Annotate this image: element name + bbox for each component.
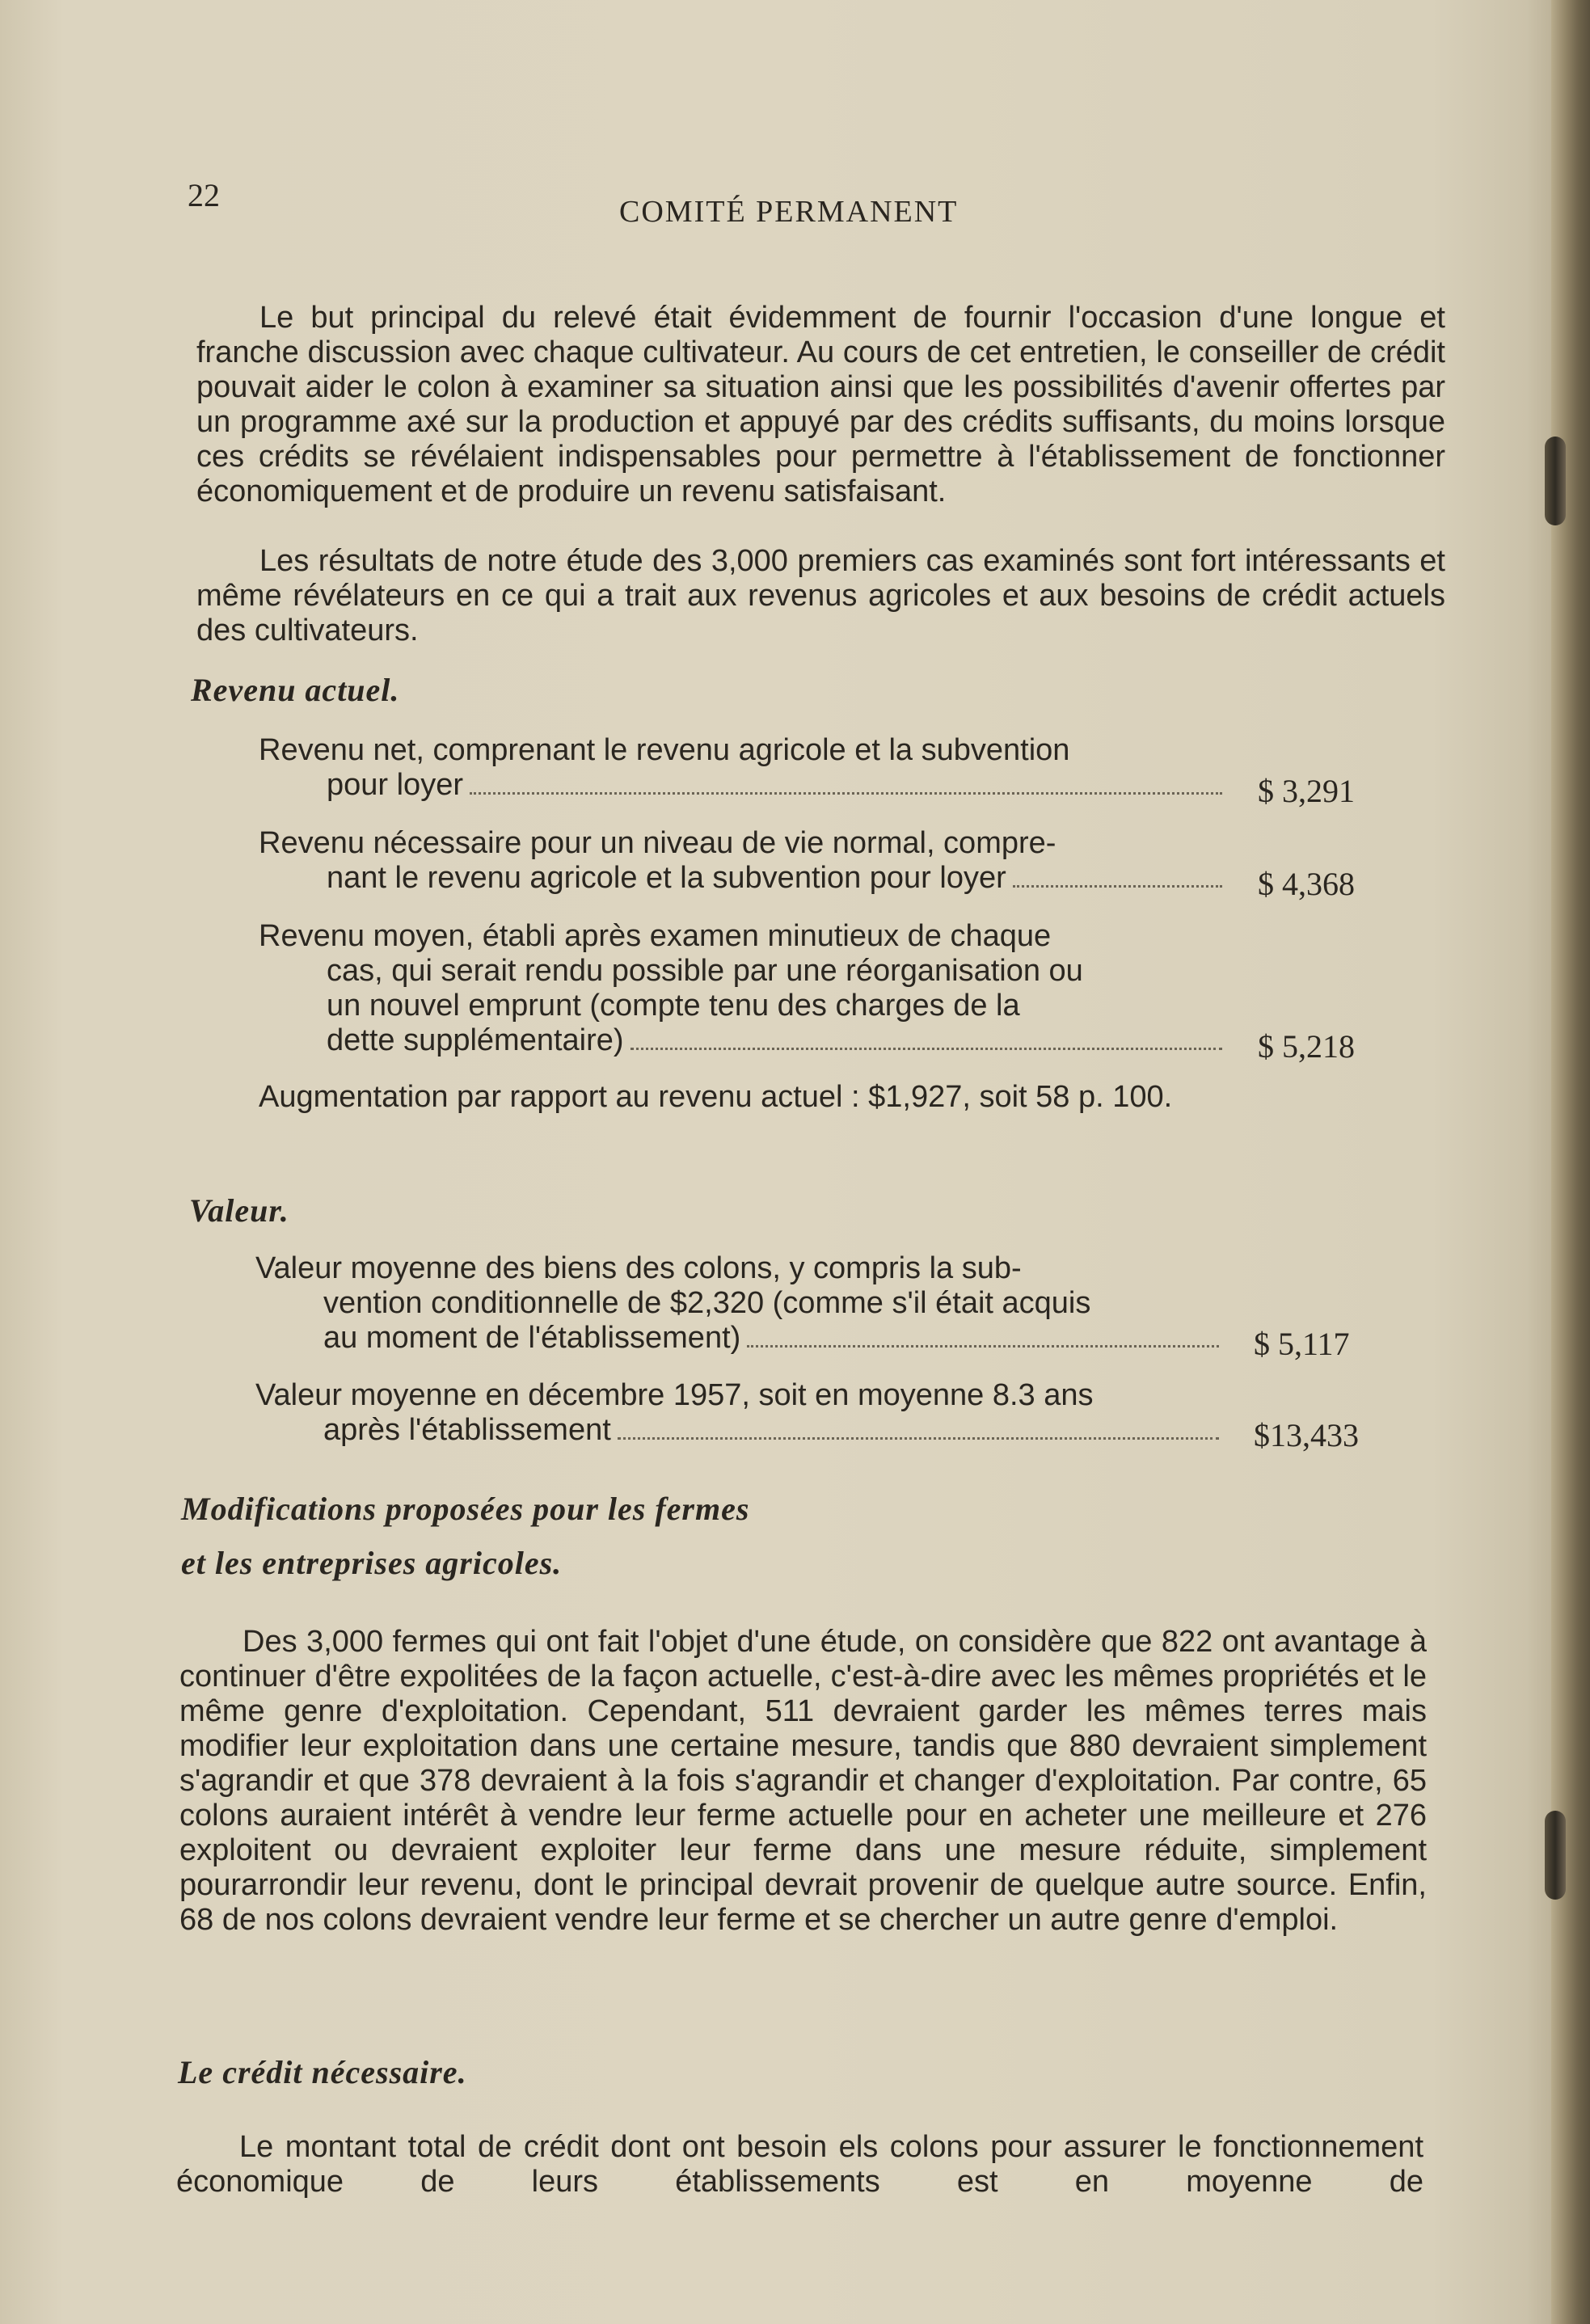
section-heading-revenu: Revenu actuel.	[191, 672, 400, 708]
revenu-item-net-line-2	[259, 768, 1229, 803]
dot-leader	[618, 1437, 1219, 1440]
revenu-item-moyen-line-2: cas, qui serait rendu possible par une réorganisation ou	[327, 954, 1083, 988]
credit-paragraph: Le montant total de crédit dont ont besoin els colons pour assurer le fonctionnement économique de leurs établissements est en moyenne de	[176, 2130, 1423, 2199]
section-heading-credit: Le crédit nécessaire.	[178, 2054, 467, 2090]
valeur-item-decembre-label: après l'établissement	[323, 1413, 611, 1447]
revenu-necessaire-amount: $ 4,368	[1258, 866, 1355, 902]
dot-leader	[631, 1048, 1222, 1050]
page-number: 22	[188, 177, 220, 213]
revenu-item-moyen	[259, 919, 1229, 1058]
dot-leader	[1013, 885, 1222, 888]
revenu-item-necessaire	[259, 826, 1229, 896]
revenu-item-net	[259, 733, 1229, 803]
valeur-item-decembre-line-1: Valeur moyenne en décembre 1957, soit en moyenne 8.3 ans	[255, 1378, 1094, 1412]
valeur-item-biens-label: au moment de l'établissement)	[323, 1321, 741, 1355]
revenu-item-net-line-1: Revenu net, comprenant le revenu agricole et la subvention	[259, 733, 1070, 767]
revenu-item-necessaire-line-2	[259, 861, 1229, 896]
valeur-biens-amount: $ 5,117	[1254, 1326, 1350, 1362]
valeur-item-decembre-line-2	[255, 1413, 1225, 1448]
section-heading-modifications-2: et les entreprises agricoles.	[181, 1545, 563, 1581]
dot-leader	[747, 1345, 1219, 1348]
binding-clip-top	[1545, 437, 1566, 525]
valeur-item-biens	[255, 1251, 1225, 1356]
revenu-net-amount: $ 3,291	[1258, 773, 1355, 809]
intro-paragraph-2: Les résultats de notre étude des 3,000 premiers cas examinés sont fort intéressants et même révélateurs en ce qui a trait aux revenus agricoles et aux besoins de crédit actuels des cultivateurs.	[196, 544, 1445, 647]
valeur-item-biens-line-1: Valeur moyenne des biens des colons, y compris la sub-	[255, 1251, 1022, 1285]
revenu-item-moyen-line-3: un nouvel emprunt (compte tenu des charges de la	[327, 989, 1020, 1023]
dot-leader	[470, 792, 1222, 795]
running-head: COMITÉ PERMANENT	[619, 195, 959, 229]
revenu-item-necessaire-line-1: Revenu nécessaire pour un niveau de vie normal, compre-	[259, 826, 1056, 860]
revenu-item-moyen-line-4	[259, 1023, 1229, 1058]
revenu-item-moyen-line-1: Revenu moyen, établi après examen minutieux de chaque	[259, 919, 1052, 953]
revenu-item-necessaire-label: nant le revenu agricole et la subvention pour loyer	[327, 861, 1006, 895]
revenu-moyen-amount: $ 5,218	[1258, 1028, 1355, 1065]
modifications-paragraph: Des 3,000 fermes qui ont fait l'objet d'une étude, on considère que 822 ont avantage à continuer d'être expolitées de la façon actuelle, c'est-à-dire avec les mêmes propriétés et le même genre d'exploitation. Cependant, 511 devraient garder les mêmes terres mais modifier leur exploitation dans une certaine mesure, tandis que 880 devraient simplement s'agrandir et que 378 devraient à la fois s'agrandir et changer d'exploitation. Par contre, 65 colons auraient intérêt à vendre leur ferme actuelle pour en acheter une meilleure et 276 exploitent ou devraient exploiter leur ferme dans une mesure réduite, simplement pourarrondir leur revenu, dont le principal devrait provenir de quelque autre source. Enfin, 68 de nos colons devraient vendre leur ferme et se chercher un autre genre d'emploi.	[179, 1625, 1427, 1937]
valeur-decembre-amount: $13,433	[1254, 1417, 1359, 1453]
revenu-augmentation: Augmentation par rapport au revenu actuel : $1,927, soit 58 p. 100.	[259, 1080, 1173, 1114]
binding-clip-bottom	[1545, 1811, 1566, 1900]
valeur-item-biens-line-2: vention conditionnelle de $2,320 (comme s'il était acquis	[323, 1286, 1091, 1320]
valeur-item-decembre	[255, 1378, 1225, 1448]
binding-edge	[1551, 0, 1590, 2324]
valeur-item-biens-line-3	[255, 1321, 1225, 1356]
section-heading-modifications-1: Modifications proposées pour les fermes	[181, 1491, 750, 1527]
revenu-item-net-label: pour loyer	[327, 768, 463, 802]
revenu-item-moyen-label: dette supplémentaire)	[327, 1023, 624, 1057]
section-heading-valeur: Valeur.	[189, 1192, 289, 1229]
intro-paragraph-1: Le but principal du relevé était évidemment de fournir l'occasion d'une longue et franche discussion avec chaque cultivateur. Au cours de cet entretien, le conseiller de crédit pouvait aider le colon à examiner sa situation ainsi que les possibilités d'avenir offertes par un programme axé sur la production et appuyé par des crédits suffisants, du moins lorsque ces crédits se révélaient indispensables pour permettre à l'établissement de fonctionner économiquement et de produire un revenu satisfaisant.	[196, 301, 1445, 508]
